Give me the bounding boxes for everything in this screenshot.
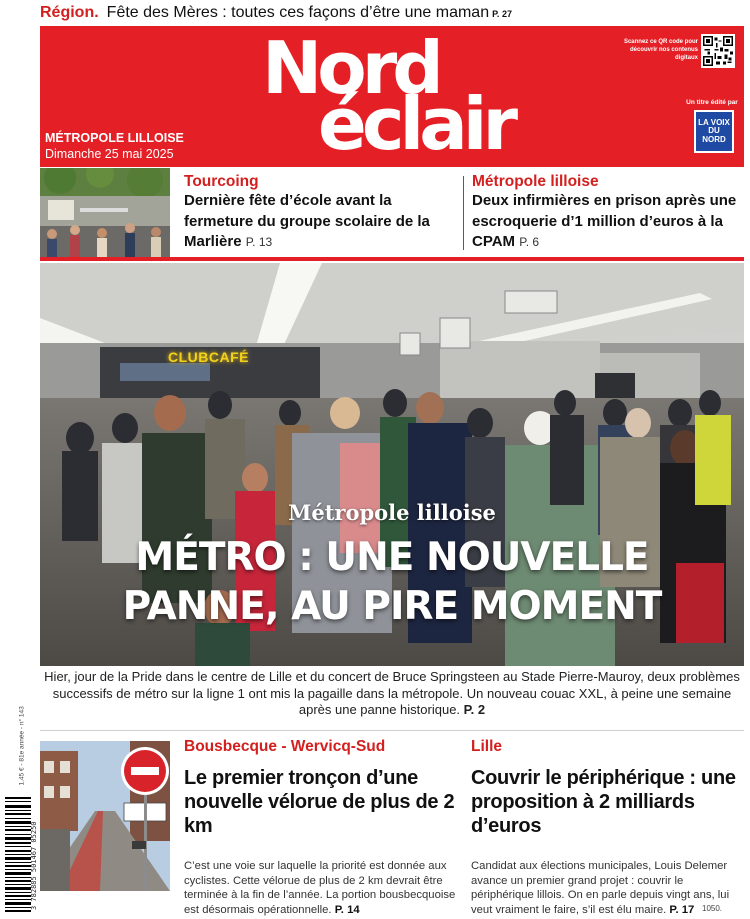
hero-kicker: Métropole lilloise <box>288 500 496 525</box>
la-voix-du-nord-logo <box>694 110 734 153</box>
hero-photo[interactable] <box>40 263 744 666</box>
top-story-tourcoing[interactable] <box>184 172 460 253</box>
story-page: P. 6 <box>519 235 540 249</box>
story-kicker: Bousbecque - Wervicq-Sud <box>184 738 386 755</box>
teaser-kicker: Région. <box>40 4 99 21</box>
hero-headline-line1: MÉTRO : UNE NOUVELLE <box>135 535 649 580</box>
story-title: Le premier tronçon d’une nouvelle vélorue de plus de 2 km <box>184 767 455 837</box>
section-rule <box>40 730 744 731</box>
bottom-story-peripherique[interactable] <box>471 736 743 917</box>
barcode-number <box>29 795 39 915</box>
logo-eclair: éclair <box>318 82 513 166</box>
story-title: Couvrir le périphérique : une proposition à 2 milliards d’euros <box>471 767 736 837</box>
velorue-photo[interactable] <box>40 741 170 891</box>
la-voix-du-nord-logo-text: LA VOIX DU NORD <box>696 112 732 151</box>
story-body-text: Candidat aux élections municipales, Louis Delemer avance un premier grand projet : couvrir le périphérique lillois. On en parle depuis vingt ans, lui veut vraiment le faire, s’il est élu maire. <box>471 860 730 916</box>
hero-lede-text: Hier, jour de la Pride dans le centre de Lille et du concert de Bruce Springsteen au Stade Pierre-Mauroy, deux problèmes successifs de métro sur la ligne 1 ont mis la pagaille dans la métropole. Un nouveau couac XXL, à peine une semaine après une panne historique. <box>44 669 740 717</box>
issue-date: Dimanche 25 mai 2025 <box>45 147 174 161</box>
publisher-note: Un titre édité par <box>686 99 738 106</box>
story-kicker: Tourcoing <box>184 173 259 190</box>
hero-page: P. 2 <box>463 702 486 717</box>
story-body <box>184 859 456 917</box>
red-rule <box>40 257 744 261</box>
bottom-story-velorue[interactable] <box>184 736 456 917</box>
price-info <box>12 690 24 790</box>
qr-note: Scannez ce QR code pour découvrir nos contenus digitaux <box>623 39 698 61</box>
hero-lede <box>40 669 744 719</box>
hero-headline-line2: PANNE, AU PIRE MOMENT <box>122 584 662 629</box>
club-cafe-sign: CLUBCAFÉ <box>168 349 249 365</box>
masthead <box>40 26 744 167</box>
column-divider <box>463 176 464 250</box>
top-story-metropole[interactable] <box>472 172 748 253</box>
story-page: P. 13 <box>245 235 273 249</box>
story-title-text: Dernière fête d’école avant la fermeture du groupe scolaire de la Marlière <box>184 192 430 250</box>
teaser-text: Fête des Mères : toutes ces façons d’être une maman <box>106 4 490 21</box>
story-body-text: C’est une voie sur laquelle la priorité est donnée aux cyclistes. Cette vélorue de plus de 2 km devrait être terminée à la fin de l’année. La portion bousbecquoise est désormais opérationnelle. <box>184 860 456 916</box>
price-text: 1,45 € - 81e année - n° 143 <box>18 706 26 786</box>
teaser-page: P. 27 <box>492 9 512 19</box>
story-kicker: Métropole lilloise <box>472 173 599 190</box>
edition-label: MÉTROPOLE LILLOISE <box>45 131 184 145</box>
logo-nord: Nord <box>262 26 439 110</box>
story-page: P. 14 <box>334 903 360 916</box>
qr-code-icon[interactable] <box>701 34 735 68</box>
story-title-text: Deux infirmières en prison après une escroquerie d’1 million d’euros à la CPAM <box>472 192 737 250</box>
barcode-number-text: 3 782885 501467 05250 <box>30 821 38 910</box>
story-title <box>184 191 460 253</box>
issue-code: 1050. <box>702 904 723 913</box>
story-title <box>472 191 748 253</box>
barcode-icon <box>5 795 31 915</box>
story-kicker: Lille <box>471 738 503 755</box>
hero-headline[interactable] <box>40 533 744 631</box>
top-teaser[interactable] <box>40 4 744 24</box>
school-party-photo[interactable] <box>40 168 170 257</box>
story-page: P. 17 <box>669 903 695 916</box>
